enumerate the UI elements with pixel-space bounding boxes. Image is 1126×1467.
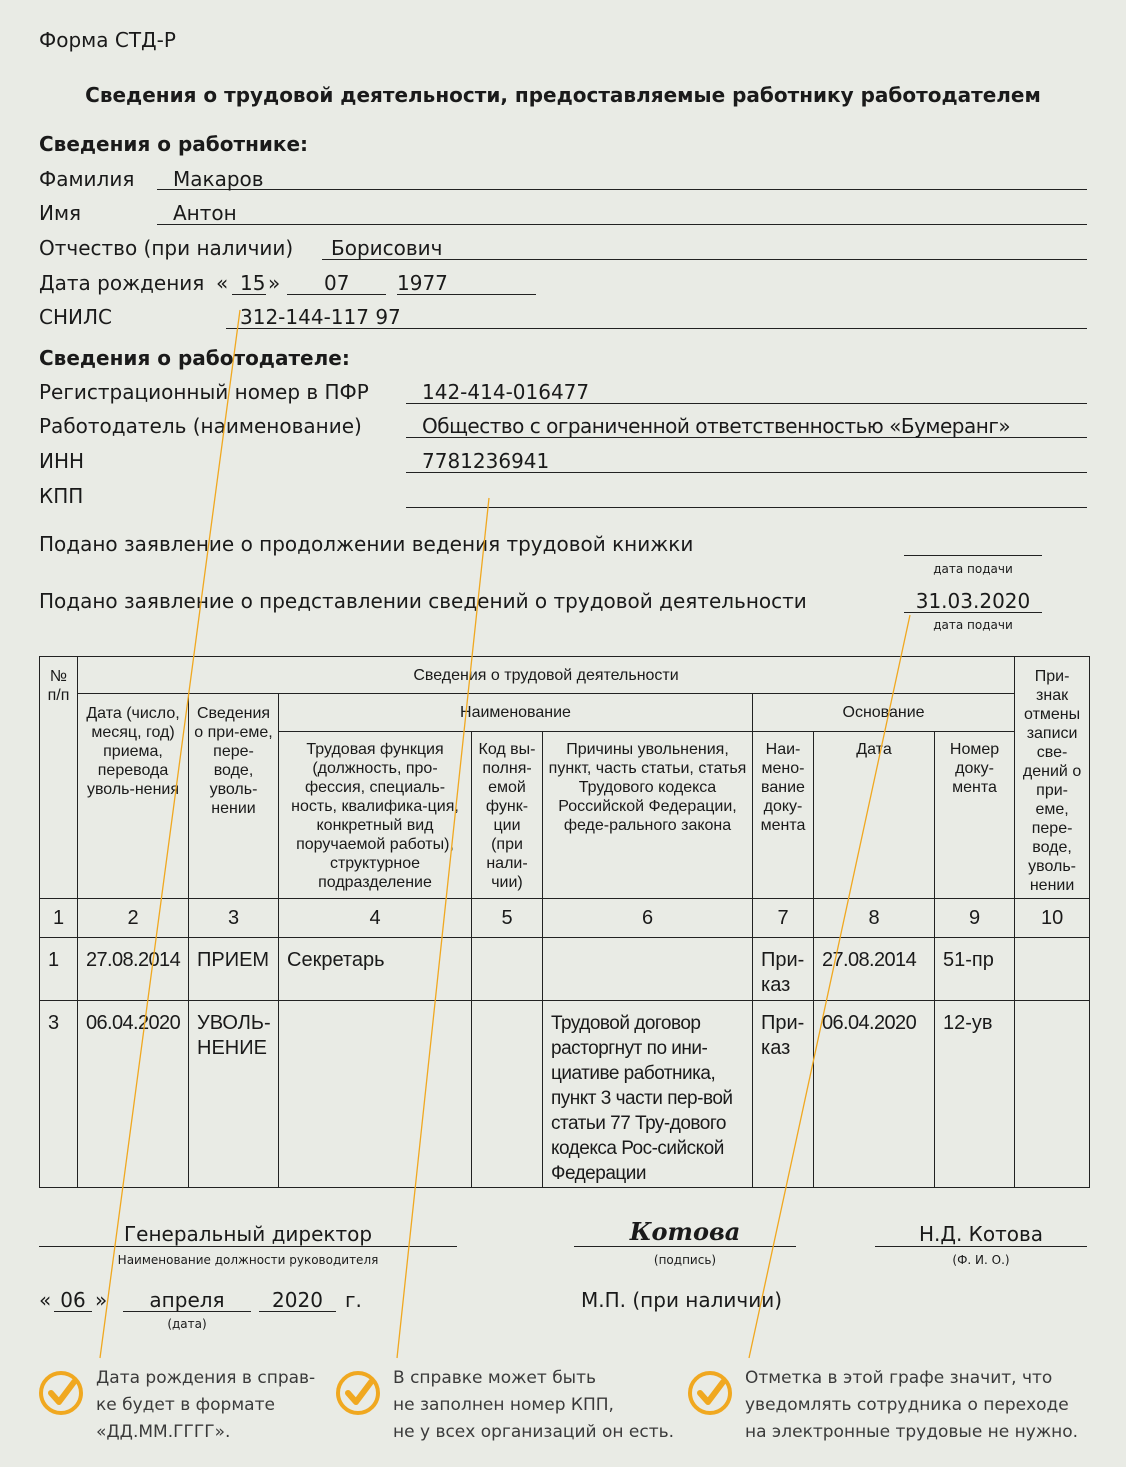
- app-info-text: Подано заявление о представлении сведений о трудовой деятельности: [39, 589, 807, 613]
- note-kpp: В справке может быть не заполнен номер КПП, не у всех организаций он есть.: [393, 1368, 675, 1442]
- cell-doc-name: При-каз: [753, 938, 814, 1001]
- surname-label: Фамилия: [39, 167, 135, 191]
- cell-info: ПРИЕМ: [189, 938, 279, 1001]
- reg-label: Регистрационный номер в ПФР: [39, 380, 369, 404]
- name-value: Антон: [173, 201, 237, 225]
- th-cancel: При-знак отмены записи све-дений о при-еме, пере-воде, уволь-нении: [1015, 657, 1090, 899]
- form-title: Форма СТД-Р: [39, 28, 176, 52]
- col-number: 10: [1015, 899, 1090, 938]
- cell-doc-number: 51-пр: [935, 938, 1015, 1001]
- app-info-date: 31.03.2020: [915, 589, 1031, 613]
- col-number: 3: [189, 899, 279, 938]
- sign-month: апреля: [149, 1288, 225, 1312]
- check-icon: [687, 1370, 733, 1416]
- employer-name-value: Общество с ограниченной ответственностью «Бумеранг»: [422, 414, 1011, 438]
- stamp-place: М.П. (при наличии): [581, 1288, 783, 1312]
- cell-num: 1: [40, 938, 78, 1001]
- birth-day: 15: [240, 271, 266, 295]
- check-icon: [38, 1370, 84, 1416]
- sign-year-suffix: г.: [345, 1288, 362, 1312]
- birth-quote-open: «: [216, 271, 229, 295]
- sign-date-quote-open: «: [39, 1288, 52, 1312]
- birth-month: 07: [324, 271, 350, 295]
- employee-section-title: Сведения о работнике:: [39, 132, 309, 156]
- patronymic-value: Борисович: [331, 236, 443, 260]
- cell-doc-number: 12-ув: [935, 1001, 1015, 1188]
- sign-date-quote-close: »: [95, 1288, 108, 1312]
- note-cancel-mark: Отметка в этой графе значит, что уведомлять сотрудника о переходе на электронные трудовые не нужно.: [745, 1368, 1079, 1442]
- th-function: Трудовая функция (должность, про-фессия, специаль-ность, квалифика-ция, конкретный вид поручаемой работы), структурное подразделение: [279, 732, 472, 899]
- document-title: Сведения о трудовой деятельности, предоставляемые работнику работодателем: [85, 83, 1041, 107]
- birth-year: 1977: [397, 271, 448, 295]
- th-reason: Причины увольнения, пункт, часть статьи, статья Трудового кодекса Российской Федерации, феде-рального закона: [543, 732, 753, 899]
- cell-num: 3: [40, 1001, 78, 1188]
- employer-section-title: Сведения о работодателе:: [39, 346, 350, 370]
- app-book-date-caption: дата подачи: [933, 562, 1013, 576]
- col-number: 9: [935, 899, 1015, 938]
- cell-function: Секретарь: [279, 938, 472, 1001]
- col-number: 7: [753, 899, 814, 938]
- cell-date: 06.04.2020: [78, 1001, 189, 1188]
- signature-position: Генеральный директор: [123, 1222, 373, 1246]
- snils-label: СНИЛС: [39, 305, 112, 329]
- sign-date-caption: (дата): [167, 1317, 207, 1331]
- cell-date: 27.08.2014: [78, 938, 189, 1001]
- snils-value: 312-144-117 97: [240, 305, 401, 329]
- pointer-line-birthdate: [100, 310, 240, 1358]
- th-date: Дата (число, месяц, год) приема, перевода уволь-нения: [78, 694, 189, 899]
- check-icon: [335, 1370, 381, 1416]
- th-num: № п/п: [40, 657, 78, 899]
- col-number: 2: [78, 899, 189, 938]
- sign-year: 2020: [272, 1288, 323, 1312]
- pointer-line-date: [749, 615, 910, 1358]
- inn-label: ИНН: [39, 449, 85, 473]
- cell-info: УВОЛЬ-НЕНИЕ: [189, 1001, 279, 1188]
- col-number: 8: [814, 899, 935, 938]
- th-doc-date: Дата: [814, 732, 935, 899]
- signature-fio: Н.Д. Котова: [918, 1222, 1044, 1246]
- th-doc-number: Номер доку-мента: [935, 732, 1015, 899]
- app-info-date-caption: дата подачи: [933, 618, 1013, 632]
- signature-sign-caption: (подпись): [653, 1253, 717, 1267]
- signature-position-caption: Наименование должности руководителя: [117, 1253, 379, 1267]
- col-number: 4: [279, 899, 472, 938]
- cell-reason: Трудовой договор расторгнут по ини-циативе работника, пункт 3 части пер-вой статьи 77 Тру-дового кодекса Рос-сийской Федерации: [543, 1001, 753, 1188]
- note-birthdate: Дата рождения в справ- ке будет в формате «ДД.ММ.ГГГГ».: [96, 1368, 316, 1442]
- pointer-line-kpp: [397, 498, 489, 1358]
- app-book-text: Подано заявление о продолжении ведения трудовой книжки: [39, 532, 694, 556]
- th-name-group: Наименование: [279, 694, 753, 732]
- cell-doc-date: 27.08.2014: [814, 938, 935, 1001]
- reg-value: 142-414-016477: [422, 380, 590, 404]
- th-info: Сведения о при-еме, пере-воде, уволь-нении: [189, 694, 279, 899]
- kpp-label: КПП: [39, 484, 84, 508]
- signature-fio-caption: (Ф. И. О.): [952, 1253, 1010, 1267]
- cell-doc-date: 06.04.2020: [814, 1001, 935, 1188]
- th-basis-group: Основание: [753, 694, 1015, 732]
- th-activity: Сведения о трудовой деятельности: [78, 657, 1015, 694]
- col-number: 5: [472, 899, 543, 938]
- col-number: 6: [543, 899, 753, 938]
- birth-quote-close: »: [268, 271, 281, 295]
- surname-value: Макаров: [173, 167, 264, 191]
- signature-sign: Котова: [629, 1217, 741, 1246]
- sign-day: 06: [60, 1288, 86, 1312]
- employer-name-label: Работодатель (наименование): [39, 414, 362, 438]
- th-code: Код вы-полня-емой функ-ции (при нали-чии): [472, 732, 543, 899]
- birth-label: Дата рождения: [39, 271, 205, 295]
- cell-doc-name: При-каз: [753, 1001, 814, 1188]
- col-number: 1: [40, 899, 78, 938]
- inn-value: 7781236941: [422, 449, 550, 473]
- th-doc-name: Наи-мено-вание доку-мента: [753, 732, 814, 899]
- name-label: Имя: [39, 201, 82, 225]
- patronymic-label: Отчество (при наличии): [39, 236, 294, 260]
